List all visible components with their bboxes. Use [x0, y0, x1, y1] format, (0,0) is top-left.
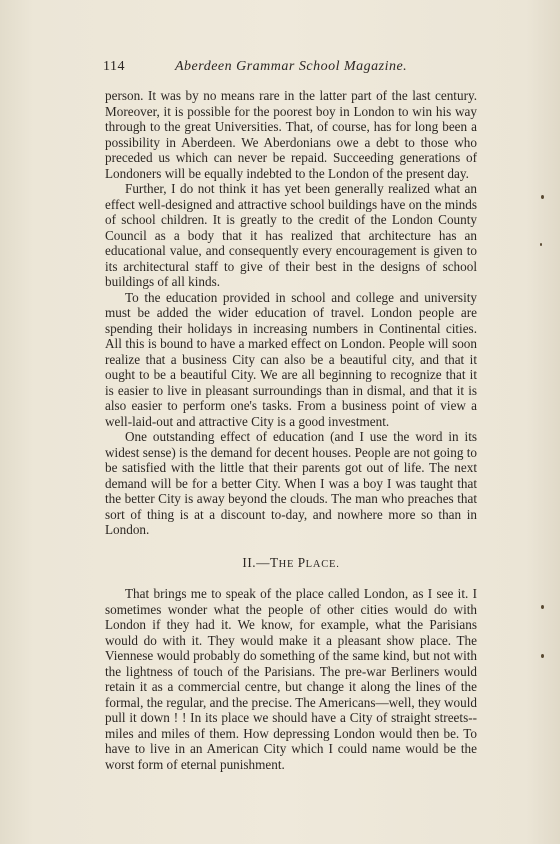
paragraph-5: That brings me to speak of the place called London, as I see it. I sometimes wonder what the people of other cities would do with London if they had it. We know, for example, what the Parisians would do with it. They would make it a pleasant show place. The Viennese would probably do something of the same kind, but not with the lightness of touch of the Parisians. The pre-war Berliners would retain it as a commercial centre, but change it along the lines of the formal, the regular, and the precise. The Americans—well, they would pull it down ! ! In its place we should have a City of straight streets--miles and miles of them. How depressing London would then be. To have to live in an American City which I could name would be the worst form of eternal punishment. [105, 586, 477, 772]
section-word-1: HE [278, 558, 298, 570]
running-title: Aberdeen Grammar School Magazine. [175, 59, 408, 74]
section-initial: T [270, 554, 279, 570]
section-initial-2: P [297, 554, 306, 570]
article-body [105, 88, 477, 772]
margin-speck [541, 605, 544, 609]
paragraph-1: person. It was by no means rare in the latter part of the last century. Moreover, it is possible for the poorest boy in London to win his way through to the great Universities. That, of course, has for long been a possibility in Aberdeen. We Aberdonians owe a debt to those who preceded us which can never be repaid. Succeeding generations of Londoners will be equally indebted to the London of the present day. [105, 88, 477, 181]
page-header [103, 59, 477, 79]
margin-speck [541, 654, 544, 658]
section-word-2: LACE. [305, 558, 340, 570]
section-number: II.— [242, 554, 270, 570]
margin-speck [541, 195, 544, 199]
section-heading [105, 555, 477, 573]
page-number: 114 [103, 59, 125, 74]
paragraph-2: Further, I do not think it has yet been generally realized what an effect well-designed and attractive school buildings have on the minds of school children. It is greatly to the credit of the London County Council as a body that it has realized that architecture has an educational value, and consequently every encouragement is given to its architectural staff to give of their best in the designs of school buildings of all kinds. [105, 181, 477, 289]
paragraph-4: One outstanding effect of education (and I use the word in its widest sense) is the demand for decent houses. People are not going to be satisfied with the little that their parents got out of life. The next demand will be for a better City. When I was a boy I was taught that the better City is away beyond the clouds. The man who preaches that sort of thing is at a discount to-day, and nowhere more so than in London. [105, 429, 477, 537]
margin-speck [540, 243, 542, 246]
paragraph-3: To the education provided in school and college and university must be added the wider education of travel. London people are spending their holidays in increasing numbers in Continental cities. All this is bound to have a marked effect on London. People will soon realize that a business City can also be a beautiful city, and that it ought to be a beautiful City. We are all beginning to recognize that it is easier to live in pleasant surroundings than in dismal, and that it is also easier to perform one's tasks. From a business point of view a well-laid-out and attractive City is a good investment. [105, 289, 477, 429]
